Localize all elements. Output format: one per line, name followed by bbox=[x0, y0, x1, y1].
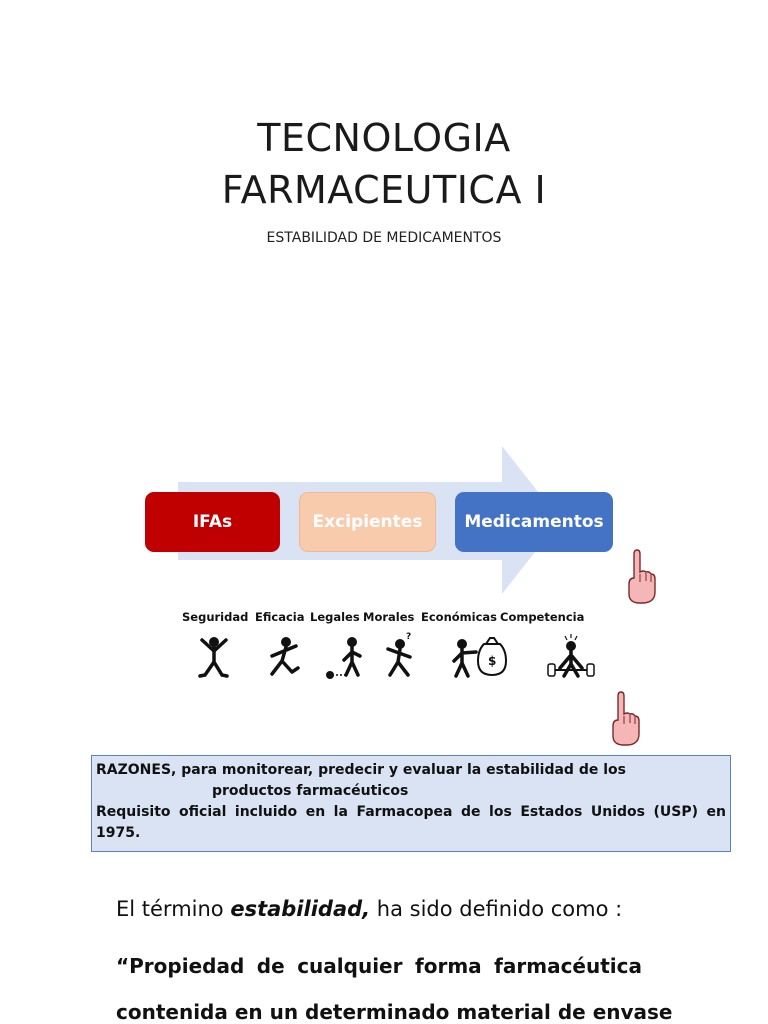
reason-label-eficacia: Eficacia bbox=[255, 610, 305, 624]
stick-figure-ball-and-chain-icon bbox=[322, 632, 370, 680]
razones-line-3: Requisito oficial incluido en la Farmacopea de los Estados Unidos (USP) en 1975. bbox=[96, 804, 726, 841]
stick-figure-confused-icon bbox=[380, 632, 420, 680]
definition-prefix: El término bbox=[116, 897, 231, 921]
reason-label-morales: Morales bbox=[363, 610, 415, 624]
stick-figure-arms-up-icon bbox=[192, 632, 236, 680]
reason-label-seguridad: Seguridad bbox=[182, 610, 249, 624]
razones-line-2: productos farmacéuticos bbox=[212, 783, 409, 799]
svg-text:?: ? bbox=[406, 632, 412, 642]
definition-intro bbox=[116, 897, 622, 921]
stick-figure-running-icon bbox=[262, 632, 306, 680]
page-title-line-1: TECNOLOGIA bbox=[257, 116, 511, 160]
definition-emphasis: estabilidad, bbox=[230, 897, 371, 921]
stick-figure-money-bag-icon bbox=[450, 632, 512, 680]
razones-box bbox=[91, 755, 731, 852]
reason-label-competencia: Competencia bbox=[500, 610, 585, 624]
quote-line-2: contenida en un determinado material de envase bbox=[116, 1000, 673, 1024]
definition-suffix: ha sido definido como : bbox=[370, 897, 623, 921]
box-excipientes: Excipientes bbox=[299, 492, 436, 552]
page-subtitle: ESTABILIDAD DE MEDICAMENTOS bbox=[266, 230, 502, 246]
razones-line-1: RAZONES, para monitorear, predecir y evaluar la estabilidad de los bbox=[96, 762, 626, 778]
reason-label-economicas: Económicas bbox=[421, 610, 498, 624]
reason-label-legales: Legales bbox=[310, 610, 360, 624]
stick-figure-weightlifter-icon bbox=[546, 632, 596, 682]
svg-text:$: $ bbox=[488, 654, 497, 668]
box-ifas: IFAs bbox=[145, 492, 280, 552]
box-medicamentos: Medicamentos bbox=[455, 492, 613, 552]
pointing-hand-icon bbox=[622, 548, 658, 606]
pointing-hand-icon bbox=[606, 690, 642, 748]
page-title-line-2: FARMACEUTICA I bbox=[221, 168, 547, 212]
quote-line-1: “Propiedad de cualquier forma farmacéutica bbox=[116, 954, 642, 978]
